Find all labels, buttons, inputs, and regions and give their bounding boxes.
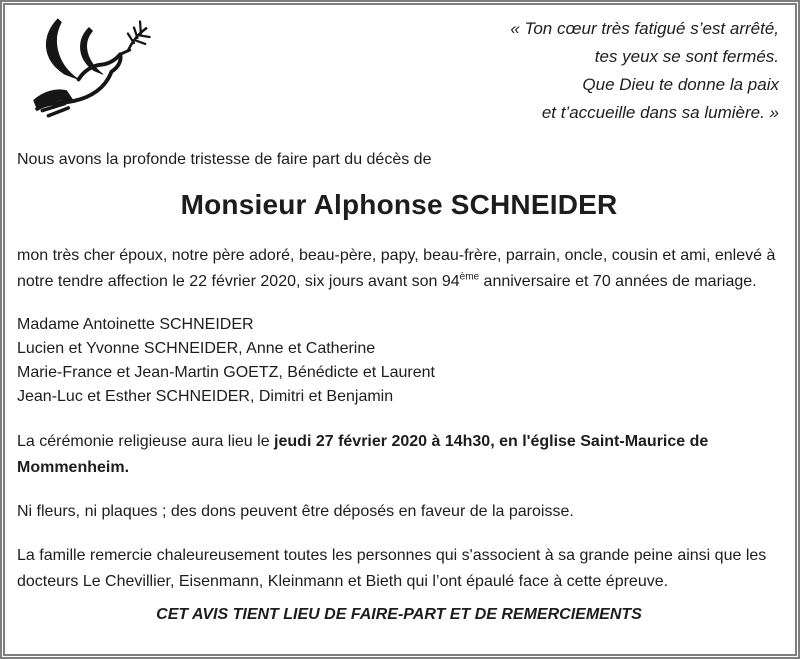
- family-line: Jean-Luc et Esther SCHNEIDER, Dimitri et Benjamin: [17, 388, 394, 405]
- tribute-text: mon très cher époux, notre père adoré, beau-père, papy, beau-frère, parrain, oncle, cousin et ami, enlevé à notre tendre affection le 22 février 2020, six jours avant son 94: [17, 247, 776, 290]
- donations-note: Ni fleurs, ni plaques ; des dons peuvent être déposés en faveur de la paroisse.: [17, 503, 574, 520]
- footer-notice: CET AVIS TIENT LIEU DE FAIRE-PART ET DE REMERCIEMENTS: [156, 606, 642, 623]
- dove-olive-branch-icon: [25, 17, 153, 128]
- family-line: Marie-France et Jean-Martin GOETZ, Bénédicte et Laurent: [17, 364, 435, 381]
- family-line: Lucien et Yvonne SCHNEIDER, Anne et Catherine: [17, 340, 376, 357]
- announcement-intro: Nous avons la profonde tristesse de faire part du décès de: [17, 151, 432, 168]
- ceremony-text: La cérémonie religieuse aura lieu le: [17, 433, 275, 450]
- family-list: [17, 313, 781, 409]
- tribute-text-continued: anniversaire et 70 années de mariage.: [479, 273, 757, 290]
- quote-line: « Ton cœur très fatigué s’est arrêté,: [510, 19, 779, 38]
- header-row: [17, 11, 781, 139]
- quote-line: Que Dieu te donne la paix: [582, 75, 779, 94]
- thanks-paragraph: La famille remercie chaleureusement toutes les personnes qui s'associent à sa grande peine ainsi que les docteurs Le Chevillier, Eisenmann, Kleinmann et Bieth qui l’ont épaulé face à cette épreuve.: [17, 547, 767, 590]
- tribute-paragraph: [17, 243, 781, 295]
- ceremony-date-location: jeudi 27 février 2020 à 14h30, en l'église Saint-Maurice de Mommenheim.: [17, 433, 709, 476]
- family-line: Madame Antoinette SCHNEIDER: [17, 316, 254, 333]
- memorial-quote: [510, 11, 781, 127]
- ordinal-superscript: ème: [459, 271, 480, 283]
- ceremony-details: [17, 429, 781, 481]
- quote-line: tes yeux se sont fermés.: [594, 47, 779, 66]
- deceased-name: Monsieur Alphonse SCHNEIDER: [180, 189, 618, 220]
- quote-line: et t’accueille dans sa lumière. »: [541, 103, 779, 122]
